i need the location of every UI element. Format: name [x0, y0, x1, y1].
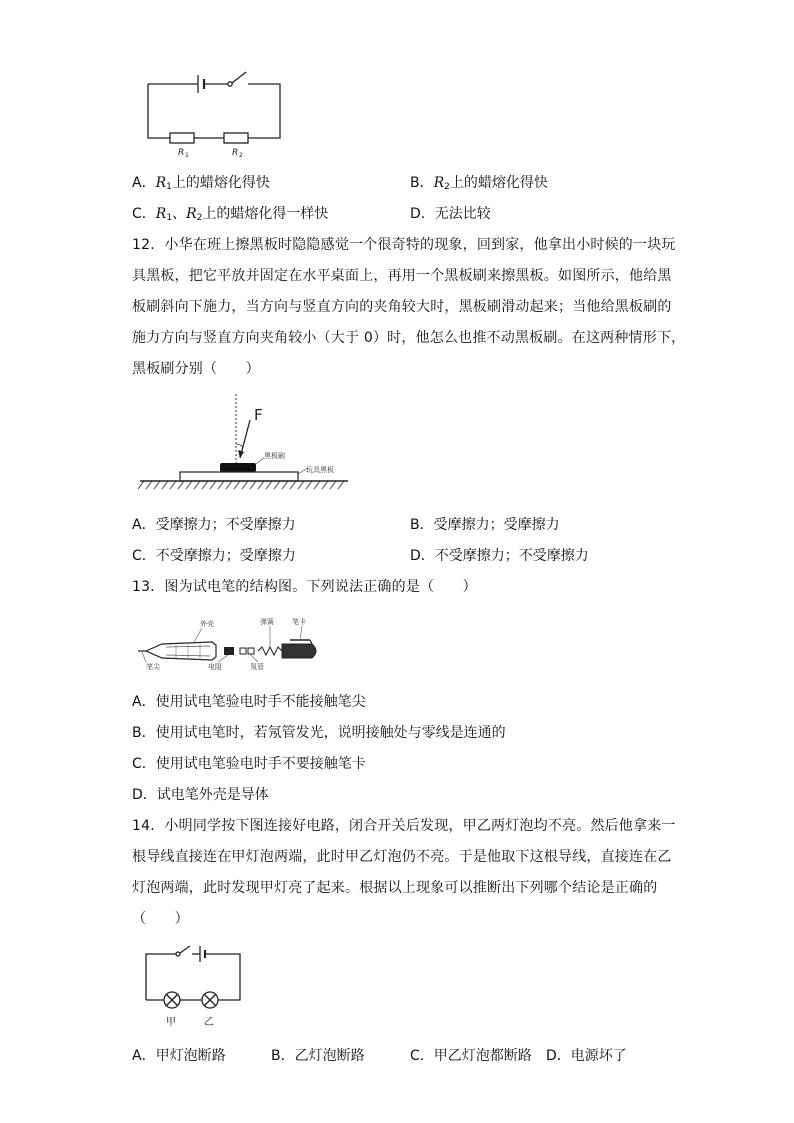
- spring-label: 弹簧: [260, 618, 274, 626]
- board-label: 玩具黑板: [306, 466, 334, 474]
- q14-circuit-figure: [142, 942, 250, 1032]
- r2-label: R: [232, 148, 239, 158]
- r2-sub: 2: [239, 152, 243, 159]
- q13-option-c[interactable]: C．使用试电笔验电时手不要接触笔卡: [132, 756, 366, 772]
- neon-label: 氖管: [250, 663, 264, 671]
- q12-option-c[interactable]: C．不受摩擦力；受摩擦力: [132, 548, 296, 564]
- q12-option-b[interactable]: B．受摩擦力；受摩擦力: [410, 517, 560, 533]
- brush-label: 黑板刷: [264, 452, 285, 460]
- force-label: F: [254, 406, 263, 424]
- q14-stem-line-4: （ ）: [132, 911, 189, 927]
- q14-option-b[interactable]: B．乙灯泡断路: [271, 1048, 365, 1064]
- resistor-label: 电阻: [208, 663, 222, 671]
- q14-stem-line-3: 灯泡两端，此时发现甲灯亮了起来。根据以上现象可以推断出下列哪个结论是正确的: [132, 880, 658, 896]
- q14-stem-line-2: 根导线直接连在甲灯泡两端，此时甲乙灯泡仍不亮。于是他取下这根导线，直接连在乙: [132, 849, 672, 865]
- q12-stem-line-5: 黑板刷分别（ ）: [132, 361, 260, 377]
- q11-option-d[interactable]: D．无法比较: [410, 206, 491, 222]
- q13-option-b[interactable]: B．使用试电笔时，若氖管发光，说明接触处与零线是连通的: [132, 725, 506, 741]
- q14-option-d[interactable]: D．电源坏了: [546, 1048, 627, 1064]
- r1-sub: 1: [185, 152, 189, 159]
- q12-stem-line-1: 12．小华在班上擦黑板时隐隐感觉一个很奇特的现象，回到家，他拿出小时候的一块玩: [132, 237, 676, 253]
- q12-stem-line-3: 板刷斜向下施力，当方向与竖直方向的夹角较大时，黑板刷滑动起来；当他给黑板刷的: [132, 299, 672, 315]
- r1-label: R: [178, 148, 185, 158]
- clip-label: 笔卡: [292, 618, 306, 626]
- q12-option-d[interactable]: D．不受摩擦力；不受摩擦力: [410, 548, 589, 564]
- q13-option-a[interactable]: A．使用试电笔验电时手不能接触笔尖: [132, 694, 366, 710]
- q14-stem-line-1: 14．小明同学按下图连接好电路，闭合开关后发现，甲乙两灯泡均不亮。然后他拿来一: [132, 818, 676, 834]
- q12-stem-line-4: 施力方向与竖直方向夹角较小（大于 0）时，他怎么也推不动黑板刷。在这两种情形下，: [132, 330, 686, 346]
- q11-option-b[interactable]: B．$R_2$上的蜡熔化得快: [410, 175, 548, 192]
- q12-stem-line-2: 具黑板，把它平放并固定在水平桌面上，再用一个黑板刷来擦黑板。如图所示，他给黑: [132, 268, 672, 284]
- lamp-jia-label: 甲: [166, 1017, 176, 1028]
- q12-blackboard-figure: [138, 392, 360, 496]
- q11-option-c[interactable]: C．$R_1$、$R_2$上的蜡熔化得一样快: [132, 206, 329, 223]
- q14-option-a[interactable]: A．甲灯泡断路: [132, 1048, 226, 1064]
- q11-circuit-figure: [140, 68, 290, 160]
- q13-stem: 13．图为试电笔的结构图。下列说法正确的是（ ）: [132, 579, 477, 595]
- shell-label: 外壳: [200, 620, 214, 628]
- q13-test-pen-figure: [136, 614, 326, 672]
- q12-option-a[interactable]: A．受摩擦力；不受摩擦力: [132, 517, 296, 533]
- q11-option-a[interactable]: A．$R_1$上的蜡熔化得快: [132, 175, 270, 192]
- q14-option-c[interactable]: C．甲乙灯泡都断路: [410, 1048, 532, 1064]
- q13-option-d[interactable]: D．试电笔外壳是导体: [132, 787, 269, 803]
- lamp-yi-label: 乙: [204, 1017, 214, 1028]
- tip-label: 笔尖: [146, 663, 160, 671]
